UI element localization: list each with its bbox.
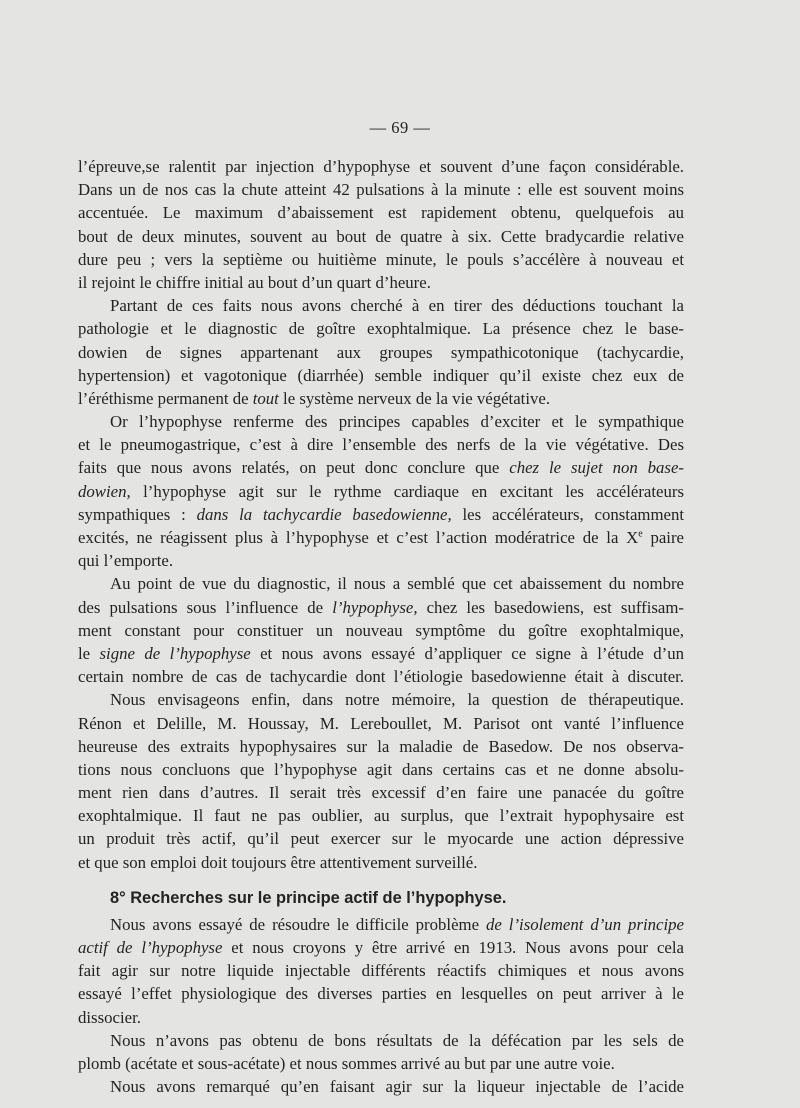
- text-line: [78, 503, 684, 526]
- text-line: [78, 387, 684, 410]
- paragraph: [78, 572, 684, 688]
- italic-text: l’hypophyse,: [332, 597, 418, 617]
- text-line: plomb (acétate et sous-acétate) et nous sommes arrivé au but par une autre voie.: [78, 1053, 615, 1073]
- text-line: heureuse des extraits hypophysaires sur la maladie de Basedow. De nos observa-: [78, 736, 684, 756]
- text-line: [78, 913, 684, 936]
- italic-text: de l’isolement d’un principe: [486, 914, 684, 934]
- text-line: [78, 480, 684, 503]
- text-run: faits que nous avons relatés, on peut donc conclure que: [78, 458, 510, 478]
- text-line: l’épreuve,se ralentit par injection d’hypophyse et souvent d’une façon considérable.: [78, 157, 684, 176]
- section-heading: 8° Recherches sur le principe actif de l’hypophyse.: [110, 888, 507, 907]
- text-line: ment rien dans d’autres. Il serait très excessif d’en faire une panacée du goître: [78, 783, 684, 803]
- paragraph: [78, 294, 684, 410]
- text-line: [78, 596, 684, 619]
- italic-text: dowien,: [78, 481, 131, 501]
- text-line: qui l’emporte.: [78, 551, 174, 571]
- text-line: exophtalmique. Il faut ne pas oublier, au surplus, que l’extrait hypophysaire est: [78, 806, 684, 826]
- text-run: le système nerveux de la vie végétative.: [278, 388, 551, 408]
- text-run: l’éréthisme permanent de: [78, 388, 253, 408]
- italic-text: dans la tachycardie basedowienne,: [196, 504, 452, 524]
- text-line: dissocier.: [78, 1007, 141, 1027]
- text-line: il rejoint le chiffre initial au bout d’un quart d’heure.: [78, 272, 431, 292]
- text-line: Rénon et Delille, M. Houssay, M. Lereboullet, M. Parisot ont vanté l’influence: [78, 713, 684, 733]
- text-line: Nous envisageons enfin, dans notre mémoire, la question de thérapeutique.: [110, 690, 684, 710]
- text-line: essayé l’effet physiologique des diverses parties en lesquelles on peut arriver à le: [78, 984, 684, 1004]
- text-line: Nous n’avons pas obtenu de bons résultats de la défécation par les sels de: [110, 1030, 684, 1050]
- text-line: [78, 642, 684, 665]
- paragraph: [78, 913, 684, 1029]
- italic-text: signe de l’hypophyse: [99, 643, 251, 663]
- paragraph: [78, 410, 684, 572]
- paragraph: [78, 688, 684, 874]
- text-line: Au point de vue du diagnostic, il nous a semblé que cet abaissement du nombre: [110, 574, 684, 594]
- italic-text: tout: [252, 388, 279, 408]
- text-line: dure peu ; vers la septième ou huitième minute, le pouls s’accélère à nouveau et: [78, 249, 684, 269]
- paragraph: [78, 155, 684, 294]
- text-line: Nous avons remarqué qu’en faisant agir sur la liqueur injectable de l’acide: [110, 1077, 684, 1097]
- text-line: accentuée. Le maximum d’abaissement est rapidement obtenu, quelquefois au: [78, 203, 684, 223]
- text-line: Partant de ces faits nous avons cherché à en tirer des déductions touchant la: [110, 296, 684, 316]
- text-run: sympathiques :: [78, 504, 197, 524]
- text-line: bout de deux minutes, souvent au bout de quatre à six. Cette bradycardie relative: [78, 226, 684, 246]
- text-line: certain nombre de cas de tachycardie dont l’étiologie basedowienne était à discuter.: [78, 667, 684, 687]
- text-line: hypertension) et vagotonique (diarrhée) semble indiquer qu’il existe chez eux de: [78, 365, 684, 385]
- text-run: le: [78, 643, 100, 663]
- text-run: et nous croyons y être arrivé en 1913. Nous avons pour cela: [222, 938, 684, 957]
- page-number: — 69 —: [369, 118, 431, 137]
- text-run: paire: [642, 528, 684, 547]
- text-line: un produit très actif, qu’il peut exercer sur le myocarde une action dépressive: [78, 829, 684, 849]
- text-run: l’hypophyse agit sur le rythme cardiaque en excitant les accélérateurs: [130, 481, 684, 501]
- text-line: [78, 526, 684, 549]
- italic-text: actif de l’hypophyse: [78, 938, 223, 957]
- text-line: fait agir sur notre liquide injectable différents réactifs chimiques et nous avons: [78, 961, 684, 981]
- superscript: e: [638, 528, 643, 540]
- text-line: pathologie et le diagnostic de goître exophtalmique. La présence chez le base-: [78, 319, 684, 339]
- paragraph: [78, 1075, 684, 1098]
- text-line: et le pneumogastrique, c’est à dire l’ensemble des nerfs de la vie végétative. Des: [78, 435, 684, 455]
- text-line: Or l’hypophyse renferme des principes capables d’exciter et le sympathique: [110, 412, 684, 432]
- text-run: des pulsations sous l’influence de: [78, 597, 333, 617]
- text-line: Dans un de nos cas la chute atteint 42 pulsations à la minute : elle est souvent moins: [78, 180, 684, 200]
- text-line: [78, 936, 684, 959]
- text-line: [78, 456, 684, 479]
- text-line: dowien de signes appartenant aux groupes sympathicotonique (tachycardie,: [78, 342, 684, 362]
- paragraph: [78, 1029, 684, 1075]
- text-run: Nous avons essayé de résoudre le difficile problème: [110, 914, 486, 934]
- text-run: les accélérateurs, constamment: [451, 504, 685, 524]
- italic-text: chez le sujet non base-: [509, 458, 684, 478]
- text-run: chez les basedowiens, est suffisam-: [417, 597, 684, 617]
- text-run: et nous avons essayé d’appliquer ce signe à l’étude d’un: [250, 643, 685, 663]
- text-line: ment constant pour constituer un nouveau symptôme du goître exophtalmique,: [78, 620, 684, 640]
- text-line: tions nous concluons que l’hypophyse agit dans certains cas et ne donne absolu-: [78, 759, 684, 779]
- text-line: et que son emploi doit toujours être attentivement surveillé.: [78, 852, 478, 872]
- text-run: excités, ne réagissent plus à l’hypophyse et c’est l’action modératrice de la X: [78, 528, 639, 547]
- page-body: [78, 155, 684, 1098]
